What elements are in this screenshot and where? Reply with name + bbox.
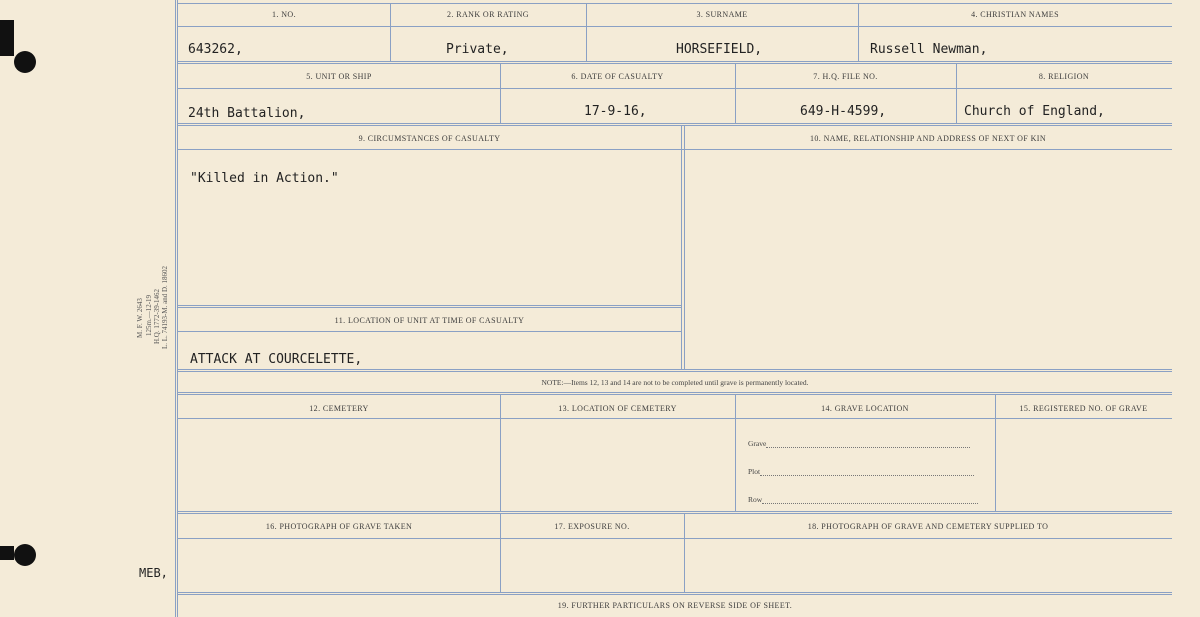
- binder-edge-bottom: [0, 546, 14, 560]
- plot-line: [748, 467, 974, 476]
- form-code-3: H.Q. 1772-39-1462: [153, 288, 161, 344]
- clerk-initials: MEB,: [139, 566, 168, 580]
- label-grave: Grave: [748, 439, 767, 448]
- label-registered-no: 15. REGISTERED NO. OF GRAVE: [1019, 404, 1148, 413]
- value-circumstances: "Killed in Action.": [190, 171, 339, 186]
- label-religion: 8. RELIGION: [1038, 72, 1090, 81]
- label-circumstances: 9. CIRCUMSTANCES OF CASUALTY: [358, 134, 501, 143]
- value-unit: 24th Battalion,: [188, 106, 306, 121]
- label-plot: Plot: [748, 467, 761, 476]
- form-code-2: 125m.—12-19: [145, 294, 153, 336]
- label-date: 6. DATE OF CASUALTY: [571, 72, 664, 81]
- label-next-of-kin: 10. NAME, RELATIONSHIP AND ADDRESS OF NEXT OF KIN: [809, 134, 1047, 143]
- value-date: 17-9-16,: [584, 104, 647, 119]
- note-items: NOTE:—Items 12, 13 and 14 are not to be completed until grave is permanently located.: [541, 378, 809, 387]
- label-photo-supplied: 18. PHOTOGRAPH OF GRAVE AND CEMETERY SUPPLIED TO: [807, 522, 1049, 531]
- value-rank: Private,: [446, 42, 509, 57]
- label-file-no: 7. H.Q. FILE NO.: [813, 72, 878, 81]
- value-no: 643262,: [188, 42, 243, 57]
- label-rank: 2. RANK OR RATING: [447, 10, 529, 19]
- label-exposure-no: 17. EXPOSURE NO.: [554, 522, 630, 531]
- form-code-4: L. L. 74193-M. and D. 18602: [161, 265, 169, 349]
- value-location-unit: ATTACK AT COURCELETTE,: [190, 352, 363, 367]
- label-no: 1. NO.: [272, 10, 296, 19]
- binder-edge-top: [0, 20, 14, 56]
- label-cemetery: 12. CEMETERY: [309, 404, 369, 413]
- row-line: [748, 495, 978, 504]
- label-christian-names: 4. CHRISTIAN NAMES: [971, 10, 1059, 19]
- binder-hole-top: [14, 51, 36, 73]
- form-code-1: M. F. W. 2643: [136, 298, 144, 338]
- grave-line: [748, 439, 970, 448]
- value-surname: HORSEFIELD,: [676, 42, 763, 57]
- value-file-no: 649-H-4599,: [800, 104, 887, 119]
- label-further-particulars: 19. FURTHER PARTICULARS ON REVERSE SIDE OF SHEET.: [557, 601, 793, 610]
- label-unit: 5. UNIT OR SHIP: [306, 72, 372, 81]
- binder-hole-bottom: [14, 544, 36, 566]
- label-location-unit: 11. LOCATION OF UNIT AT TIME OF CASUALTY: [334, 316, 525, 325]
- label-location-cemetery: 13. LOCATION OF CEMETERY: [558, 404, 677, 413]
- label-row: Row: [748, 495, 763, 504]
- value-religion: Church of England,: [964, 104, 1105, 119]
- value-christian-names: Russell Newman,: [870, 42, 988, 57]
- label-grave-location: 14. GRAVE LOCATION: [821, 404, 909, 413]
- label-photo-taken: 16. PHOTOGRAPH OF GRAVE TAKEN: [265, 522, 413, 531]
- label-surname: 3. SURNAME: [696, 10, 748, 19]
